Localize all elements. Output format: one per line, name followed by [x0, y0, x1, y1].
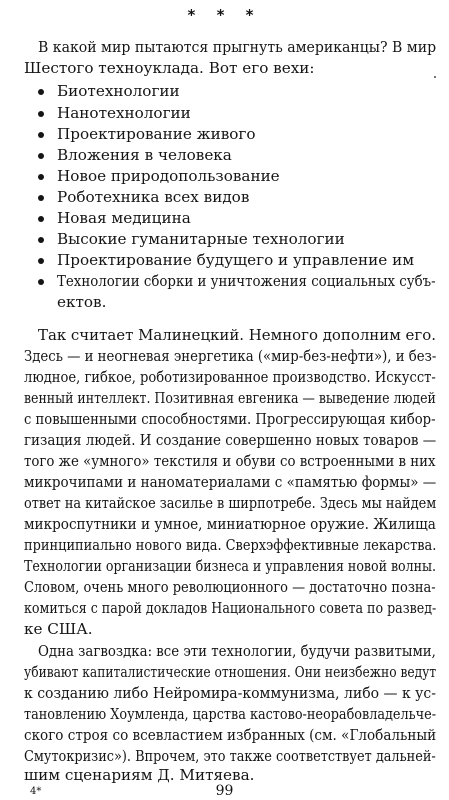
text-line: Смутокризис»). Впрочем, это также соответствует дальней-: [24, 747, 436, 765]
text-line: венный интеллект. Позитивная евгеника — выведение людей: [24, 389, 436, 407]
section-separator: * * *: [187, 6, 262, 24]
bullet-icon: [38, 195, 44, 201]
list-item-text: Проектирование будущего и управление им: [57, 251, 415, 269]
page-number: 99: [215, 783, 234, 799]
list-item-text: Проектирование живого: [57, 125, 256, 143]
bullet-icon: [38, 174, 44, 180]
list-item-text: Вложения в человека: [57, 146, 232, 164]
bullet-icon: [38, 258, 44, 264]
text-line: В какой мир пытаются прыгнуть американцы? В мир: [38, 38, 437, 56]
text-line: принципиально нового вида. Сверхэффективные лекарства.: [24, 536, 437, 554]
text-line: комиться с парой докладов Национального совета по развед-: [24, 599, 437, 617]
text-line: микрочипами и наноматериалами с «памятью формы» —: [24, 473, 437, 491]
list-item-text: ектов.: [57, 293, 107, 311]
list-item-text: Биотехнологии: [57, 82, 180, 100]
text-line: Словом, очень много революционного — достаточно позна-: [24, 578, 436, 596]
bullet-icon: [38, 237, 44, 243]
margin-speck: [434, 76, 436, 78]
text-line: Шестого техноуклада. Вот его вехи:: [24, 59, 315, 77]
bullet-icon: [38, 111, 44, 117]
text-line: тановлению Хоумленда, царства кастово-неорабовладельче-: [24, 705, 437, 723]
bullet-icon: [38, 216, 44, 222]
bullet-icon: [38, 89, 44, 95]
list-item-text: Нанотехнологии: [57, 104, 191, 122]
text-line: Здесь — и неогневая энергетика («мир-без-нефти»), и без-: [24, 347, 437, 365]
text-line: с повышенными способностями. Прогрессирующая кибор-: [24, 410, 436, 428]
text-line: Так считает Малинецкий. Немного дополним его.: [38, 326, 436, 344]
list-item-text: Роботехника всех видов: [57, 188, 250, 206]
list-item-text: Новое природопользование: [57, 167, 280, 185]
text-line: к созданию либо Нейромира-коммунизма, либо — к ус-: [24, 684, 436, 702]
list-item-text: Высокие гуманитарные технологии: [57, 230, 345, 248]
text-line: ке США.: [24, 620, 93, 638]
list-item-text: Технологии сборки и уничтожения социальных субъ-: [57, 272, 436, 290]
text-line: людное, гибкое, роботизированное производство. Искусст-: [24, 368, 436, 386]
text-line: ского строя со всевластием избранных (см. «Глобальный: [24, 726, 437, 744]
printer-signature: 4*: [30, 786, 42, 797]
text-line: микроспутники и умное, миниатюрное оружие. Жилища: [24, 515, 436, 533]
text-line: шим сценариям Д. Митяева.: [24, 766, 255, 784]
bullet-icon: [38, 153, 44, 159]
text-line: Технологии организации бизнеса и управления новой волны.: [24, 557, 437, 575]
text-line: ответ на китайское засилье в ширпотребе. Здесь мы найдем: [24, 494, 437, 512]
text-line: гизация людей. И создание совершенно новых товаров —: [24, 431, 437, 449]
text-line: убивают капиталистические отношения. Они неизбежно ведут: [24, 663, 437, 681]
text-line: Одна загвоздка: все эти технологии, будучи развитыми,: [38, 642, 436, 660]
text-line: того же «умного» текстиля и обуви со встроенными в них: [24, 452, 436, 470]
list-item-text: Новая медицина: [57, 209, 191, 227]
bullet-icon: [38, 279, 44, 285]
bullet-icon: [38, 132, 44, 138]
